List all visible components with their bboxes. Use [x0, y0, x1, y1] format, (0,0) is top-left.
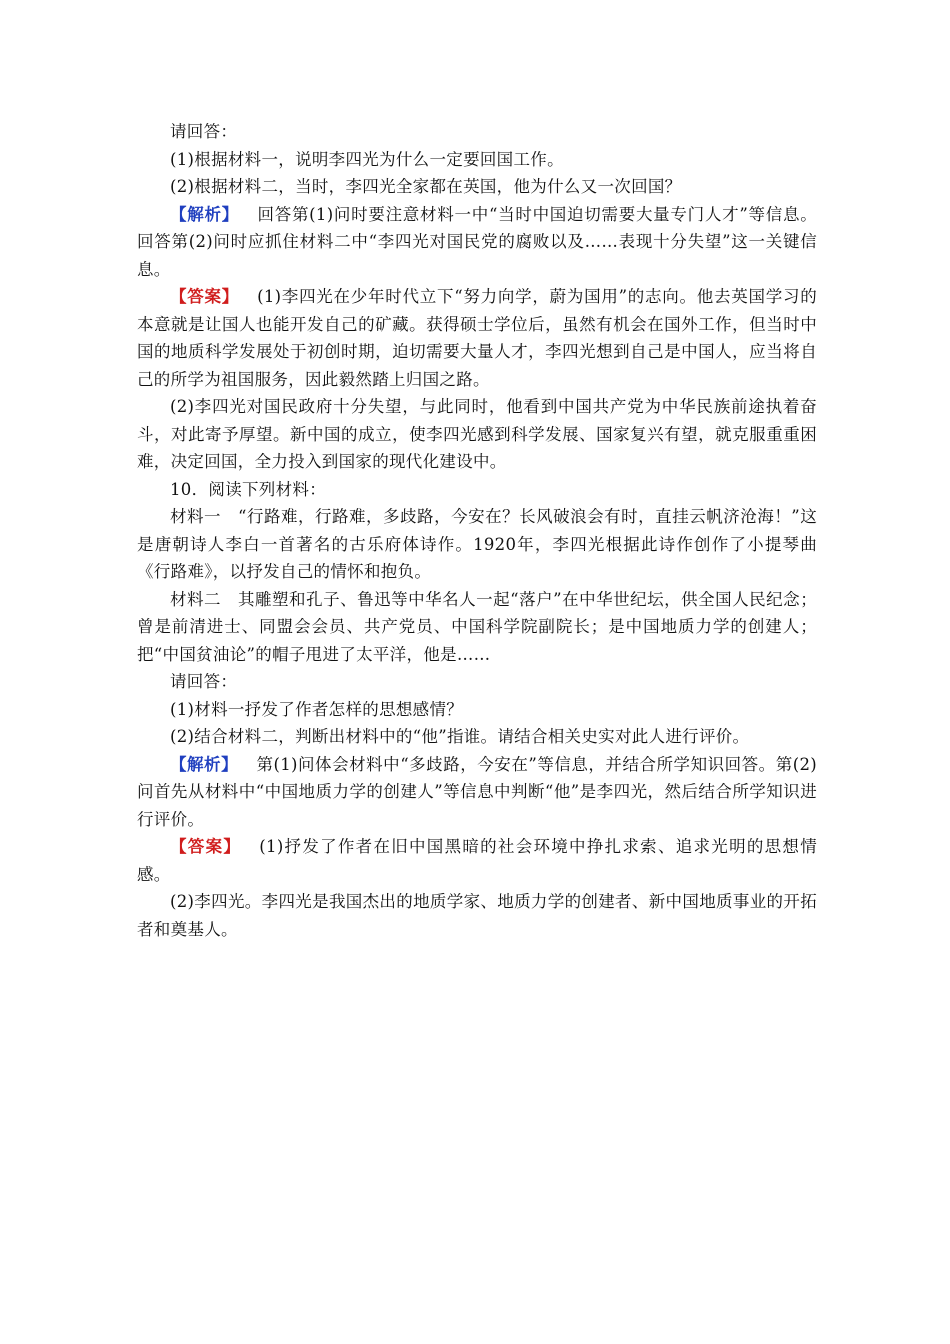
q9-analysis-text: 回答第(1)问时要注意材料一中“当时中国迫切需要大量专门人才”等信息。回答第(2)问时应抓住材料二中“李四光对国民党的腐败以及……表现十分失望”这一关键信息。 — [137, 204, 817, 279]
document-page — [137, 118, 817, 943]
q10-analysis — [137, 751, 817, 834]
answer-tag: 【答案】 — [170, 287, 239, 306]
q9-prompt: 请回答： — [170, 122, 238, 141]
q9-answer-2: (2)李四光对国民政府十分失望，与此同时，他看到中国共产党为中华民族前途执着奋斗，对此寄予厚望。新中国的成立，使李四光感到科学发展、国家复兴有望，就克服重重困难，决定回国，全力投入到国家的现代化建设中。 — [137, 397, 817, 471]
q10-answer-1-text: (1)抒发了作者在旧中国黑暗的社会环境中挣扎求索、追求光明的思想情感。 — [137, 837, 818, 884]
analysis-tag: 【解析】 — [170, 754, 239, 774]
q9-answer-1 — [137, 283, 817, 393]
q9-analysis — [137, 201, 817, 284]
answer-tag: 【答案】 — [170, 837, 242, 856]
q10-subquestion-2: (2)结合材料二，判断出材料中的“他”指谁。请结合相关史实对此人进行评价。 — [170, 727, 750, 746]
q10-answer-1 — [137, 833, 817, 888]
q10-subquestion-1: (1)材料一抒发了作者怎样的思想感情？ — [170, 699, 464, 719]
q10-material-2: 材料二 其雕塑和孔子、鲁迅等中华名人一起“落户”在中华世纪坛，供全国人民纪念；曾是前清进士、同盟会会员、共产党员、中国科学院副院长；是中国地质力学的创建人；把“中国贫油论”的帽子甩进了太平洋，他是…… — [137, 589, 817, 664]
q10-material-1: 材料一 “行路难，行路难，多歧路，今安在？长风破浪会有时，直挂云帆济沧海！”这是唐朝诗人李白一首著名的古乐府体诗作。1920年，李四光根据此诗作创作了小提琴曲《行路难》，以抒发自己的情怀和抱负。 — [137, 507, 817, 581]
analysis-tag: 【解析】 — [170, 204, 239, 224]
q10-prompt: 请回答： — [170, 672, 238, 691]
q9-answer-1-text: (1)李四光在少年时代立下“努力向学，蔚为国用”的志向。他去英国学习的本意就是让国人也能开发自己的矿藏。获得硕士学位后，虽然有机会在国外工作，但当时中国的地质科学发展处于初创时期，迫切需要大量人才，李四光想到自己是中国人，应当将自己的所学为祖国服务，因此毅然踏上归国之路。 — [137, 287, 817, 389]
q10-answer-2: (2)李四光。李四光是我国杰出的地质学家、地质力学的创建者、新中国地质事业的开拓者和奠基人。 — [137, 892, 817, 939]
q9-subquestion-1: (1)根据材料一，说明李四光为什么一定要回国工作。 — [170, 149, 564, 169]
q10-analysis-text: 第(1)问体会材料中“多歧路，今安在”等信息，并结合所学知识回答。第(2)问首先从材料中“中国地质力学的创建人”等信息中判断“他”是李四光，然后结合所学知识进行评价。 — [137, 754, 818, 829]
q9-subquestion-2: (2)根据材料二，当时，李四光全家都在英国，他为什么又一次回国？ — [170, 177, 682, 196]
q10-heading: 10．阅读下列材料： — [170, 479, 326, 499]
